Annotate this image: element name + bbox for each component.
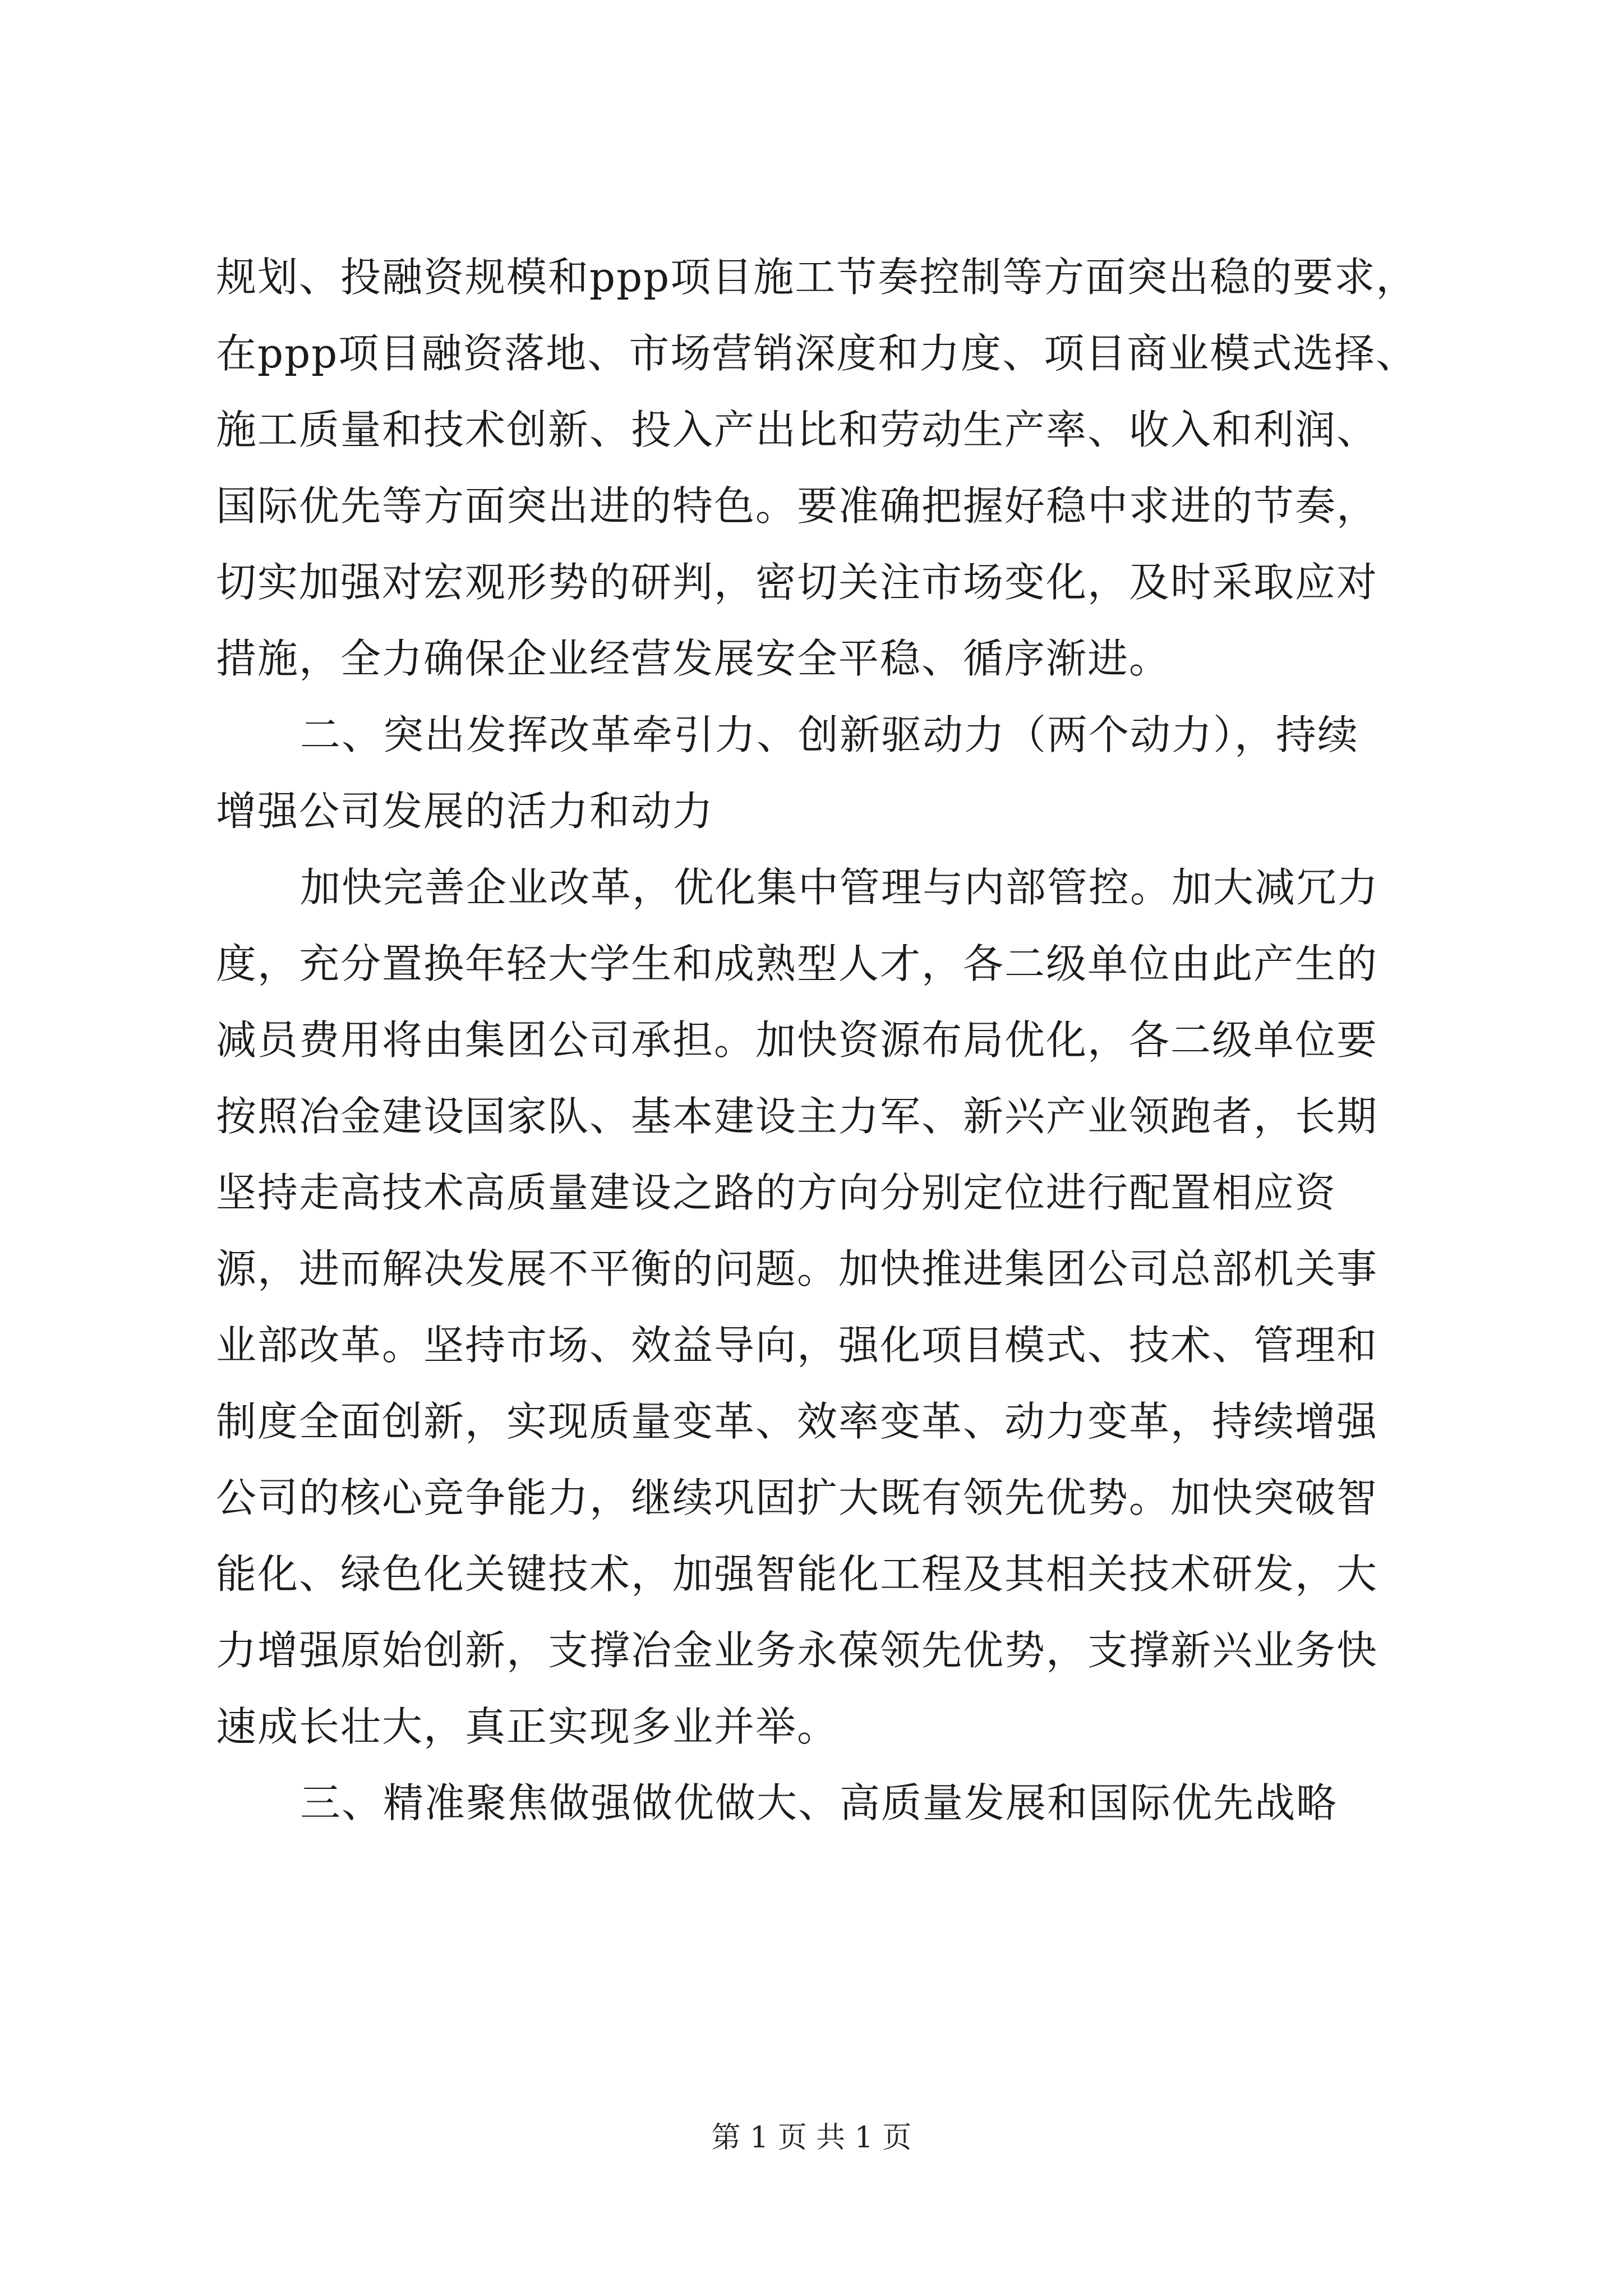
section-heading-line: 二、突出发挥改革牵引力、创新驱动力（两个动力），持续 <box>300 711 1359 758</box>
document-body <box>216 239 1422 1841</box>
paragraph-line: 国际优先等方面突出进的特色。要准确把握好稳中求进的节奏， <box>216 482 1378 530</box>
paragraph-line: 在ppp项目融资落地、市场营销深度和力度、项目商业模式选择、 <box>216 330 1418 377</box>
paragraph-line: 制度全面创新，实现质量变革、效率变革、动力变革，持续增强 <box>216 1398 1378 1445</box>
paragraph-line: 度，充分置换年轻大学生和成熟型人才，各二级单位由此产生的 <box>216 940 1378 987</box>
paragraph-line: 业部改革。坚持市场、效益导向，强化项目模式、技术、管理和 <box>216 1322 1378 1369</box>
paragraph-line: 按照冶金建设国家队、基本建设主力军、新兴产业领跑者，长期 <box>216 1093 1378 1140</box>
paragraph-line: 规划、投融资规模和ppp项目施工节奏控制等方面突出稳的要求， <box>216 254 1418 301</box>
page-footer: 第 1 页 共 1 页 <box>711 2121 912 2155</box>
section-heading-line: 三、精准聚焦做强做优做大、高质量发展和国际优先战略 <box>300 1779 1338 1826</box>
section-heading-line: 增强公司发展的活力和动力 <box>216 788 714 835</box>
paragraph-line: 施工质量和技术创新、投入产出比和劳动生产率、收入和利润、 <box>216 406 1378 453</box>
paragraph-line: 源，进而解决发展不平衡的问题。加快推进集团公司总部机关事 <box>216 1245 1378 1292</box>
paragraph-line: 公司的核心竞争能力，继续巩固扩大既有领先优势。加快突破智 <box>216 1474 1378 1521</box>
paragraph-line: 切实加强对宏观形势的研判，密切关注市场变化，及时采取应对 <box>216 559 1378 606</box>
paragraph-line: 措施，全力确保企业经营发展安全平稳、循序渐进。 <box>216 635 1171 682</box>
paragraph-line: 能化、绿色化关键技术，加强智能化工程及其相关技术研发，大 <box>216 1550 1378 1598</box>
paragraph-line: 坚持走高技术高质量建设之路的方向分别定位进行配置相应资 <box>216 1169 1337 1216</box>
paragraph-line: 加快完善企业改革，优化集中管理与内部管控。加大减冗力 <box>300 864 1380 911</box>
paragraph-line: 力增强原始创新，支撑冶金业务永葆领先优势，支撑新兴业务快 <box>216 1627 1378 1674</box>
paragraph-line: 减员费用将由集团公司承担。加快资源布局优化，各二级单位要 <box>216 1016 1378 1064</box>
paragraph-line: 速成长壮大，真正实现多业并举。 <box>216 1703 839 1750</box>
